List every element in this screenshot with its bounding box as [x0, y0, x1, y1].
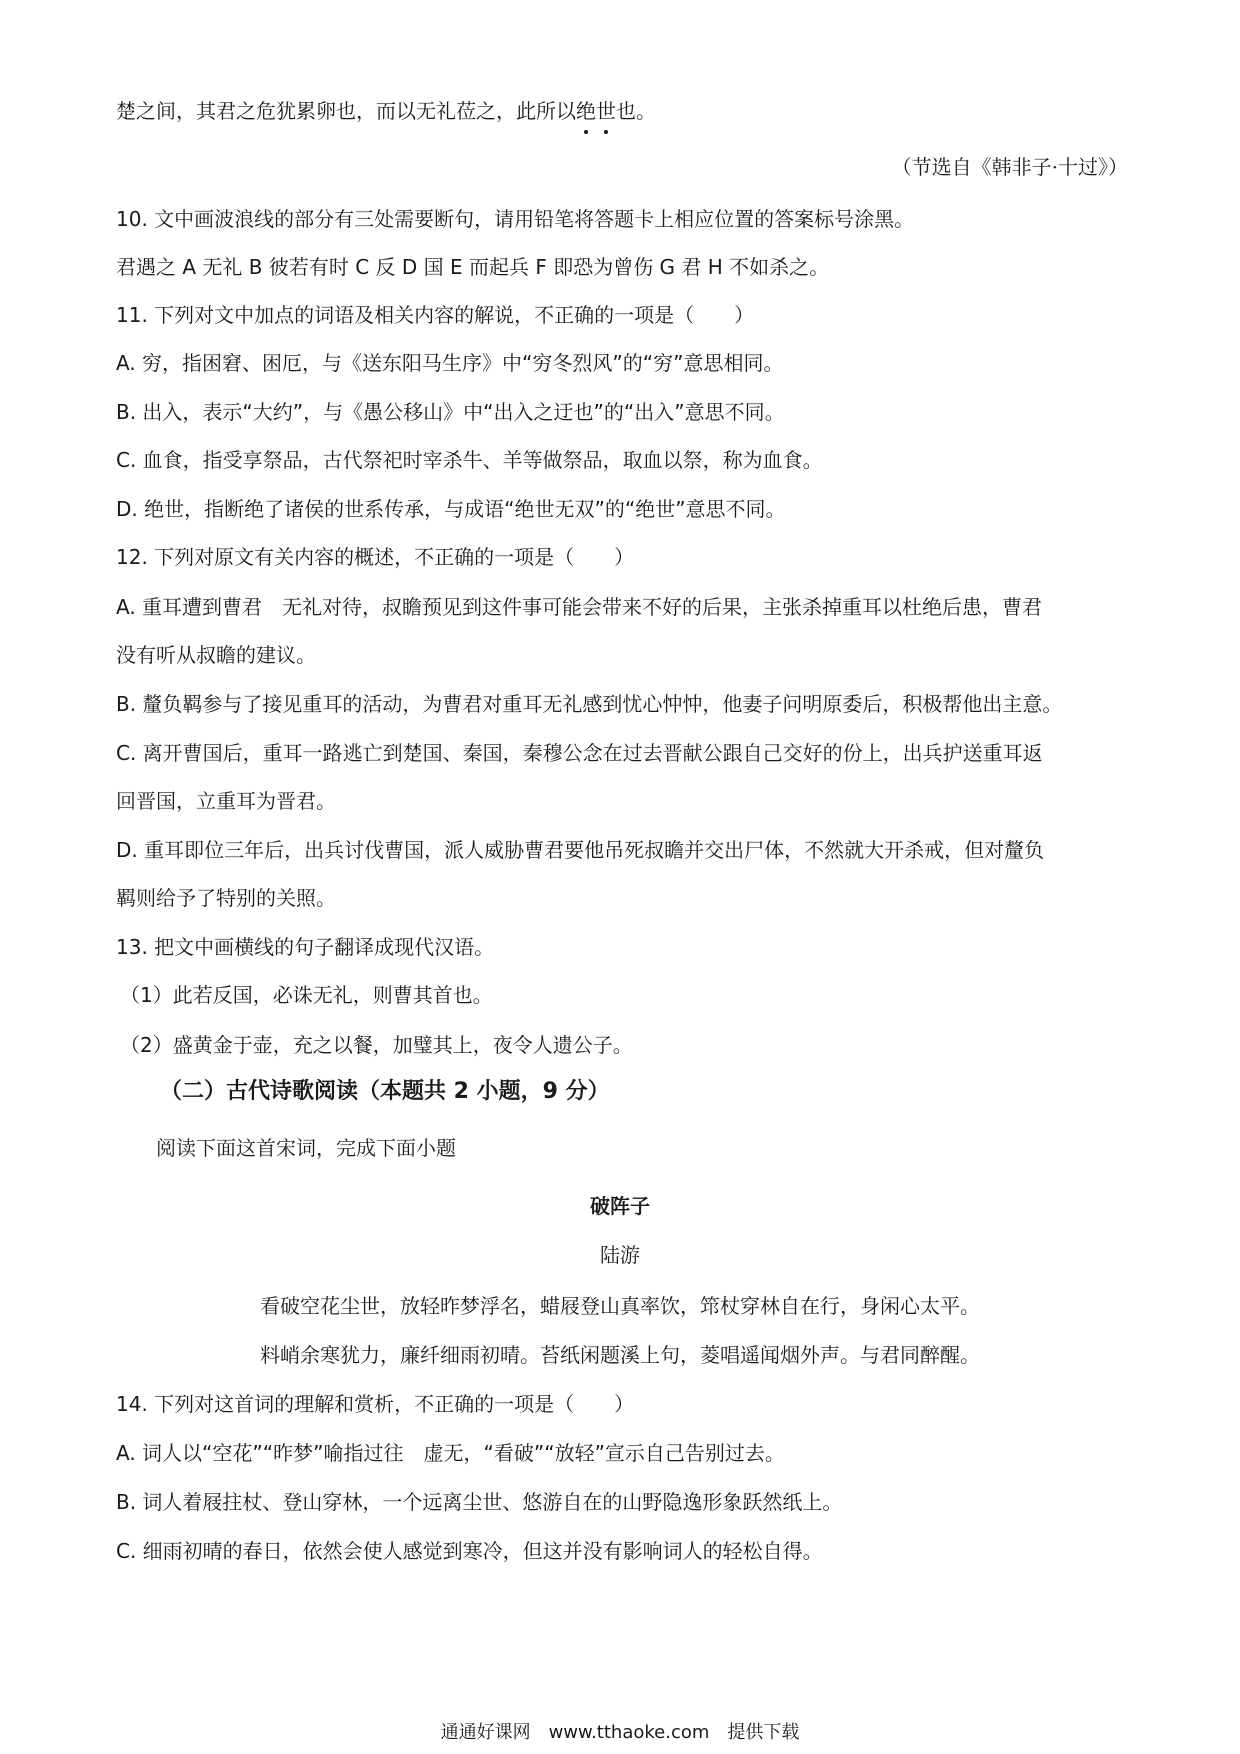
poem-title: 破阵子	[590, 1194, 650, 1218]
section-heading: （二）古代诗歌阅读（本题共 2 小题，9 分）	[160, 1079, 610, 1104]
question-14-stem: 14. 下列对这首词的理解和赏析，不正确的一项是（ ）	[116, 1392, 635, 1416]
question-11-option-d: D. 绝世，指断绝了诸侯的世系传承，与成语“绝世无双”的“绝世”意思不同。	[116, 497, 786, 521]
emphasis-dot	[584, 130, 588, 134]
question-14-option-b: B. 词人着屐拄杖、登山穿林，一个远离尘世、悠游自在的山野隐逸形象跃然纸上。	[116, 1490, 843, 1514]
poem-author: 陆游	[600, 1243, 640, 1267]
question-12-option-c-line2: 回晋国，立重耳为晋君。	[116, 789, 336, 813]
passage-text-after: 也。	[616, 99, 656, 123]
poem-line-1: 看破空花尘世，放轻昨梦浮名，蜡屐登山真率饮，筇杖穿林自在行，身闲心太平。	[260, 1294, 980, 1318]
question-12-option-d-line2: 羁则给予了特别的关照。	[116, 886, 336, 910]
question-12-option-c-line1: C. 离开曹国后，重耳一路逃亡到楚国、秦国，秦穆公念在过去晋献公跟自己交好的份上，出兵护送重耳返	[116, 741, 1043, 765]
source-citation: （节选自《韩非子·十过》）	[891, 155, 1128, 179]
question-13-sentence-2: （2）盛黄金于壶，充之以餐，加璧其上，夜令人遗公子。	[120, 1033, 633, 1057]
question-12-option-b: B. 釐负羁参与了接见重耳的活动，为曹君对重耳无礼感到忧心忡忡，他妻子问明原委后，积极帮他出主意。	[116, 692, 1063, 716]
question-11-option-c: C. 血食，指受享祭品，古代祭祀时宰杀牛、羊等做祭品，取血以祭，称为血食。	[116, 448, 823, 472]
question-14-option-c: C. 细雨初晴的春日，依然会使人感觉到寒冷，但这并没有影响词人的轻松自得。	[116, 1539, 823, 1563]
question-11-stem: 11. 下列对文中加点的词语及相关内容的解说，不正确的一项是（ ）	[116, 303, 755, 327]
passage-continuation	[116, 96, 656, 126]
question-12-option-d-line1: D. 重耳即位三年后，出兵讨伐曹国，派人威胁曹君要他吊死叔瞻并交出尸体，不然就大开杀戒，但对釐负	[116, 838, 1045, 862]
question-12-option-a-line1: A. 重耳遭到曹君 无礼对待，叔瞻预见到这件事可能会带来不好的后果，主张杀掉重耳以杜绝后患，曹君	[116, 595, 1043, 619]
question-11-option-b: B. 出入，表示“大约”，与《愚公移山》中“出入之迂也”的“出入”意思不同。	[116, 400, 785, 424]
question-10-stem: 10. 文中画波浪线的部分有三处需要断句，请用铅笔将答题卡上相应位置的答案标号涂黑。	[116, 207, 915, 231]
question-11-option-a: A. 穷，指困窘、困厄，与《送东阳马生序》中“穷冬烈风”的“穷”意思相同。	[116, 351, 784, 375]
emphasized-word: 绝世	[576, 96, 616, 126]
poem-line-2: 料峭余寒犹力，廉纤细雨初晴。苔纸闲题溪上句，菱唱遥闻烟外声。与君同醉醒。	[260, 1343, 980, 1367]
question-12-option-a-line2: 没有听从叔瞻的建议。	[116, 643, 316, 667]
question-13-sentence-1: （1）此若反国，必诛无礼，则曹其首也。	[120, 983, 493, 1007]
page-footer: 通通好课网 www.tthaoke.com 提供下载	[440, 1722, 800, 1743]
question-13-stem: 13. 把文中画横线的句子翻译成现代汉语。	[116, 935, 495, 959]
section-instruction: 阅读下面这首宋词，完成下面小题	[156, 1136, 456, 1160]
question-10-text: 君遇之 A 无礼 B 彼若有时 C 反 D 国 E 而起兵 F 即恐为曾伤 G 君 H 不如杀之。	[116, 255, 830, 279]
emphasis-dot	[604, 130, 608, 134]
question-12-stem: 12. 下列对原文有关内容的概述，不正确的一项是（ ）	[116, 545, 635, 569]
passage-text-before: 楚之间，其君之危犹累卵也，而以无礼莅之，此所以	[116, 99, 576, 123]
question-14-option-a: A. 词人以“空花”“昨梦”喻指过往 虚无，“看破”“放轻”宣示自己告别过去。	[116, 1441, 785, 1465]
